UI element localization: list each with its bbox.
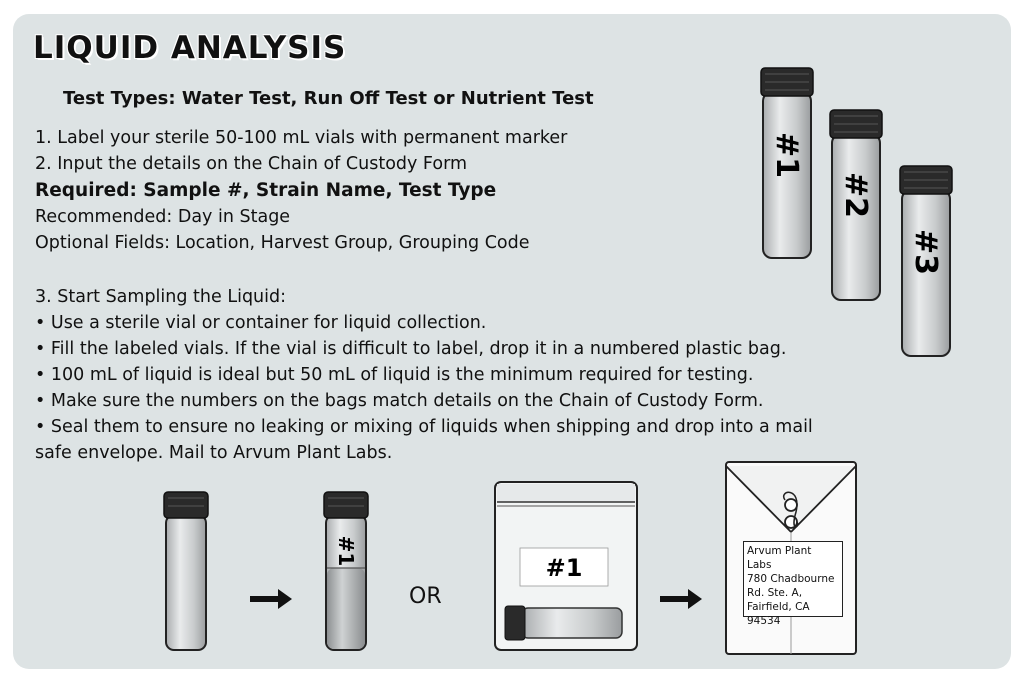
bullet-2: • Fill the labeled vials. If the vial is difficult to label, drop it in a numbered plastic bag. <box>35 339 787 359</box>
small-vial-label: #1 <box>334 535 358 567</box>
vial-2-icon <box>830 110 882 300</box>
filled-vial-icon <box>324 492 368 650</box>
vial-1-label: #1 <box>769 131 804 179</box>
optional-fields: Optional Fields: Location, Harvest Group, Grouping Code <box>35 233 530 253</box>
required-fields: Required: Sample #, Strain Name, Test Type <box>35 180 497 201</box>
step-1: 1. Label your sterile 50-100 mL vials with permanent marker <box>35 128 568 148</box>
empty-vial-icon <box>164 492 208 650</box>
vial-1-icon <box>761 68 813 258</box>
address-label <box>743 541 843 627</box>
bag-label: #1 <box>545 554 583 582</box>
address-line-5: 94534 <box>747 615 781 627</box>
address-line-3: Rd. Ste. A, <box>747 587 803 599</box>
recommended-fields: Recommended: Day in Stage <box>35 207 291 227</box>
address-line-4: Fairfield, CA <box>747 601 810 613</box>
address-line-2: 780 Chadbourne <box>747 573 835 585</box>
bullet-3: • 100 mL of liquid is ideal but 50 mL of liquid is the minimum required for testing. <box>35 365 754 385</box>
step-3: 3. Start Sampling the Liquid: <box>35 287 287 307</box>
test-types: Test Types: Water Test, Run Off Test or Nutrient Test <box>63 88 594 109</box>
arrow-right-icon <box>250 589 292 609</box>
vial-3-icon <box>900 166 952 356</box>
bullet-4: • Make sure the numbers on the bags match details on the Chain of Custody Form. <box>35 391 764 411</box>
vial-2-label: #2 <box>838 171 873 219</box>
bullet-1: • Use a sterile vial or container for liquid collection. <box>35 313 487 333</box>
vial-3-label: #3 <box>908 228 943 276</box>
bullet-5-cont: safe envelope. Mail to Arvum Plant Labs. <box>35 443 393 463</box>
step-2: 2. Input the details on the Chain of Custody Form <box>35 154 468 174</box>
bullet-5: • Seal them to ensure no leaking or mixing of liquids when shipping and drop into a mail <box>35 417 813 437</box>
arrow-right-icon-2 <box>660 589 702 609</box>
address-line-1: Arvum Plant Labs <box>747 545 812 571</box>
or-text: OR <box>409 584 442 609</box>
plastic-bag-icon <box>495 482 637 650</box>
page-title: LIQUID ANALYSIS <box>33 30 347 66</box>
